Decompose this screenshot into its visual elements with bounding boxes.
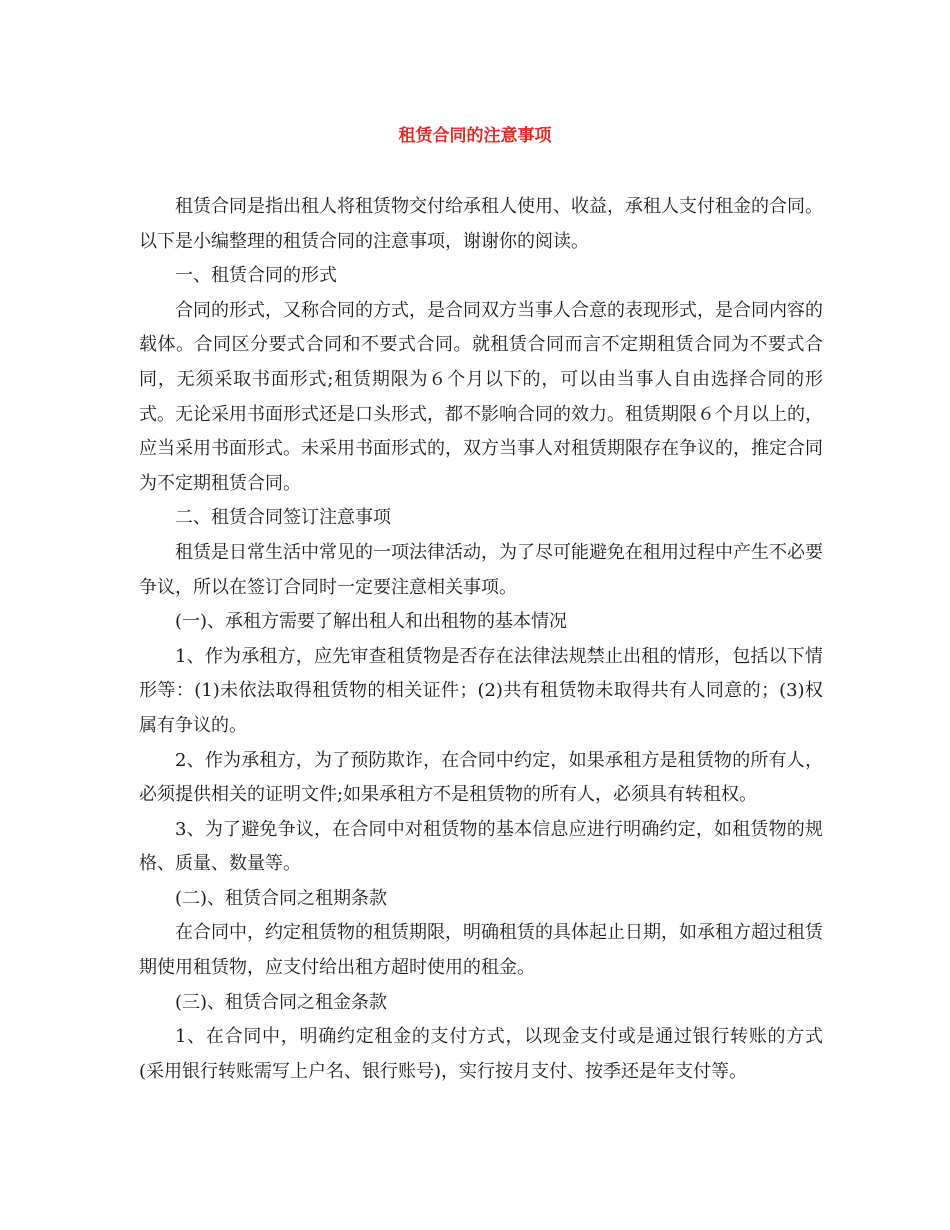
list-item-1: 1、作为承租方，应先审查租赁物是否存在法律法规禁止出租的情形，包括以下情形等：(1)未依法取得租赁物的相关证件；(2)共有租赁物未取得共有人同意的；(3)权属有争议的。 [139,645,823,736]
section-heading-signing: 二、租赁合同签订注意事项 [175,507,391,529]
document-body [139,190,823,1089]
list-item-3: 3、为了避免争议，在合同中对租赁物的基本信息应进行明确约定，如租赁物的规格、质量、数量等。 [139,818,823,875]
section-heading-form: 一、租赁合同的形式 [175,265,337,287]
subsection-heading-1: (一)、承租方需要了解出租人和出租物的基本情况 [175,611,568,633]
subsection-heading-3: (三)、租赁合同之租金条款 [175,991,388,1013]
list-item-rent-1: 1、在合同中，明确约定租金的支付方式，以现金支付或是通过银行转账的方式(采用银行转账需写上户名、银行账号)，实行按月支付、按季还是年支付等。 [139,1026,823,1082]
paragraph-form: 合同的形式，又称合同的方式，是合同双方当事人合意的表现形式，是合同内容的载体。合同区分要式合同和不要式合同。就租赁合同而言不定期租赁合同为不要式合同，无须采取书面形式;租赁期限为６个月以下的，可以由当事人自由选择合同的形式。无论采用书面形式还是口头形式，都不影响合同的效力。租赁期限６个月以上的，应当采用书面形式。未采用书面形式的，双方当事人对租赁期限存在争议的，推定合同为不定期租赁合同。 [139,299,823,494]
paragraph-term: 在合同中，约定租赁物的租赁期限，明确租赁的具体起止日期，如承租方超过租赁期使用租赁物，应支付给出租方超时使用的租金。 [139,922,823,979]
paragraph-signing: 租赁是日常生活中常见的一项法律活动，为了尽可能避免在租用过程中产生不必要争议，所以在签订合同时一定要注意相关事项。 [139,541,823,598]
list-item-2: 2、作为承租方，为了预防欺诈，在合同中约定，如果承租方是租赁物的所有人，必须提供相关的证明文件;如果承租方不是租赁物的所有人，必须具有转租权。 [139,749,823,806]
paragraph-intro: 租赁合同是指出租人将租赁物交付给承租人使用、收益，承租人支付租金的合同。以下是小编整理的租赁合同的注意事项，谢谢你的阅读。 [139,196,823,252]
document-title: 租赁合同的注意事项 [398,126,552,146]
subsection-heading-2: (二)、租赁合同之租期条款 [175,887,388,909]
